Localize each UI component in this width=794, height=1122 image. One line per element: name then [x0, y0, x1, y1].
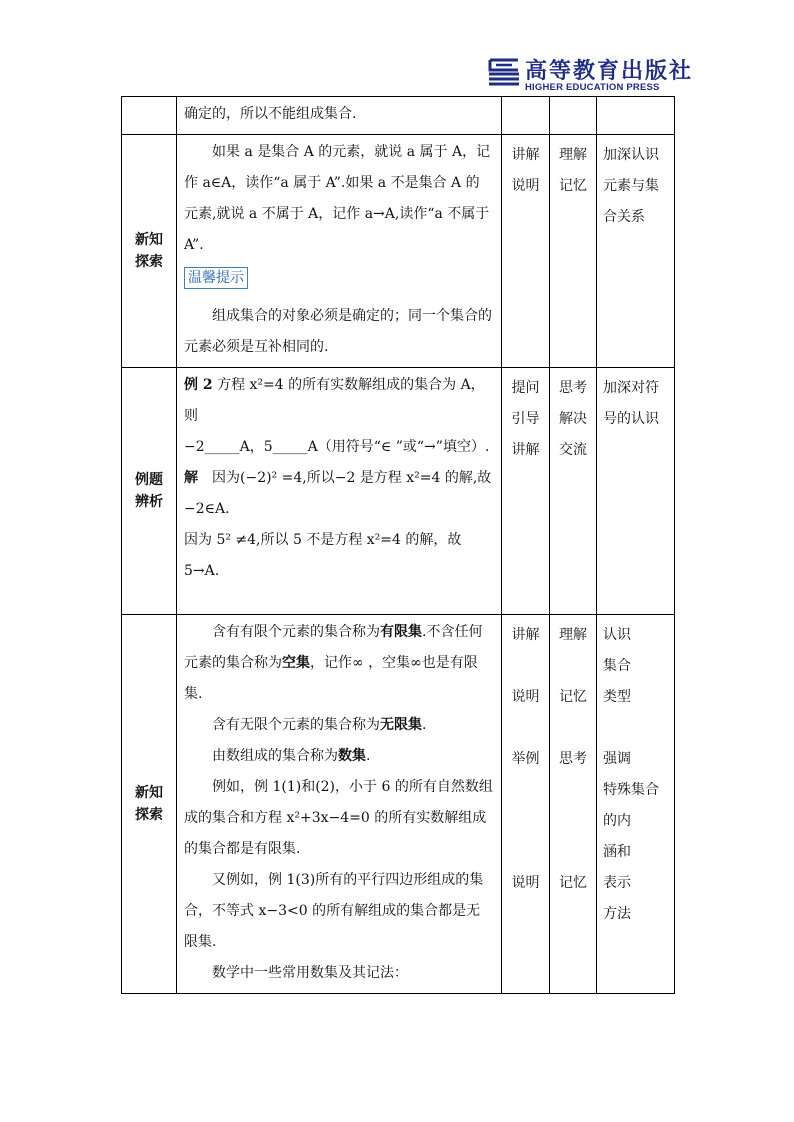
- content-cell: [177, 615, 502, 994]
- content-text: 数学中一些常用数集及其记法：: [212, 965, 408, 981]
- student-activity: 思考: [559, 380, 587, 396]
- solution-text: 因为 5² ≠4,所以 5 不是方程 x²=4 的解，故 5→A.: [184, 532, 462, 579]
- teacher-cell: [502, 97, 550, 135]
- student-cell: [550, 615, 597, 994]
- student-activity: 解决: [559, 411, 587, 427]
- student-activity: 理解: [559, 627, 587, 643]
- student-cell: [550, 97, 597, 135]
- student-cell: [550, 135, 597, 368]
- teacher-activity: 讲解: [511, 147, 540, 163]
- aim-cell: [597, 615, 675, 994]
- aim-cell: [597, 135, 675, 368]
- section-cell: [122, 97, 177, 135]
- aim-cell: [597, 368, 675, 615]
- content-cell: [177, 135, 502, 368]
- teacher-cell: [502, 615, 550, 994]
- teacher-activity: 提问: [511, 380, 540, 396]
- content-text: 确定的，所以不能组成集合.: [184, 106, 357, 122]
- student-cell: [550, 368, 597, 615]
- content-cell: [177, 368, 502, 615]
- tip-text: 组成集合的对象必须是确定的；同一个集合的元素必须是互补相同的.: [184, 308, 492, 355]
- aim-text: 认识: [603, 627, 631, 643]
- content-text: 如果 a 是集合 A 的元素，就说 a 属于 A，记作 a∈A，读作“a 属于 A”.如果 a 不是集合 A 的元素,就说 a 不属于 A，记作 a→A,读作“a 不属于 A”.: [184, 144, 491, 253]
- teacher-activity: 讲解: [511, 442, 540, 458]
- student-activity: 记忆: [559, 178, 587, 194]
- press-logo-icon: [487, 56, 521, 88]
- publisher-name-en: HIGHER EDUCATION PRESS: [525, 82, 660, 93]
- aim-text: 加深认识: [603, 147, 659, 163]
- table-row: [122, 97, 675, 135]
- section-cell: [122, 135, 177, 368]
- teacher-activity: 举例: [511, 751, 540, 767]
- aim-text: 加深对符: [603, 380, 659, 396]
- teacher-activity: 说明: [511, 178, 540, 194]
- lesson-plan-table: [121, 96, 675, 994]
- student-activity: 记忆: [559, 875, 587, 891]
- teacher-cell: [502, 368, 550, 615]
- teacher-activity: 说明: [511, 689, 540, 705]
- aim-text: 特殊集合: [603, 782, 659, 798]
- aim-cell: [597, 97, 675, 135]
- content-text: 又例如，例 1(3)所有的平行四边形组成的集合，不等式 x−3<0 的所有解组成的集合都是无限集.: [184, 872, 484, 950]
- aim-text: 表示: [603, 875, 631, 891]
- section-label: 新知 探索: [135, 232, 163, 270]
- teacher-activity: 引导: [511, 411, 540, 427]
- aim-text: 元素与集: [603, 178, 659, 194]
- content-text: 含有无限个元素的集合称为无限集.: [212, 717, 427, 733]
- aim-text: 集合: [603, 658, 631, 674]
- fill-blank-text: −2_____A，5_____A（用符号“∈ ”或“→”填空）.: [184, 439, 490, 455]
- student-activity: 交流: [559, 442, 587, 458]
- content-text: 含有有限个元素的集合称为有限集.不含任何元素的集合称为空集，记作∞ ，空集∞也是有限集.: [184, 624, 483, 702]
- aim-text: 合关系: [603, 209, 645, 225]
- tip-label: 温馨提示: [184, 267, 248, 289]
- aim-text: 类型: [603, 689, 631, 705]
- student-activity: 思考: [559, 751, 587, 767]
- aim-text: 涵和: [603, 844, 631, 860]
- teacher-cell: [502, 135, 550, 368]
- section-label: 例题 辨析: [135, 472, 163, 510]
- aim-text: 号的认识: [603, 411, 659, 427]
- content-cell: [177, 97, 502, 135]
- teacher-activity: 讲解: [511, 627, 540, 643]
- content-text: 由数组成的集合称为数集.: [212, 748, 371, 764]
- example-text: 例 2 方程 x²=4 的所有实数解组成的集合为 A，则: [184, 377, 485, 424]
- section-cell: [122, 615, 177, 994]
- publisher-name-cn: 高等教育出版社: [525, 58, 694, 84]
- aim-text: 的内: [603, 813, 631, 829]
- student-activity: 理解: [559, 147, 587, 163]
- section-cell: [122, 368, 177, 615]
- solution-text: 解 因为(−2)² =4,所以−2 是方程 x²=4 的解,故−2∈A.: [184, 470, 492, 517]
- student-activity: 记忆: [559, 689, 587, 705]
- table-row: [122, 135, 675, 368]
- table-row: [122, 615, 675, 994]
- table-row: [122, 368, 675, 615]
- teacher-activity: 说明: [511, 875, 540, 891]
- aim-text: 方法: [603, 906, 631, 922]
- content-text: 例如，例 1(1)和(2)，小于 6 的所有自然数组成的集合和方程 x²+3x−4=0 的所有实数解组成的集合都是有限集.: [184, 779, 493, 857]
- publisher-logo: [487, 54, 694, 94]
- section-label: 新知 探索: [135, 785, 163, 823]
- aim-text: 强调: [603, 751, 631, 767]
